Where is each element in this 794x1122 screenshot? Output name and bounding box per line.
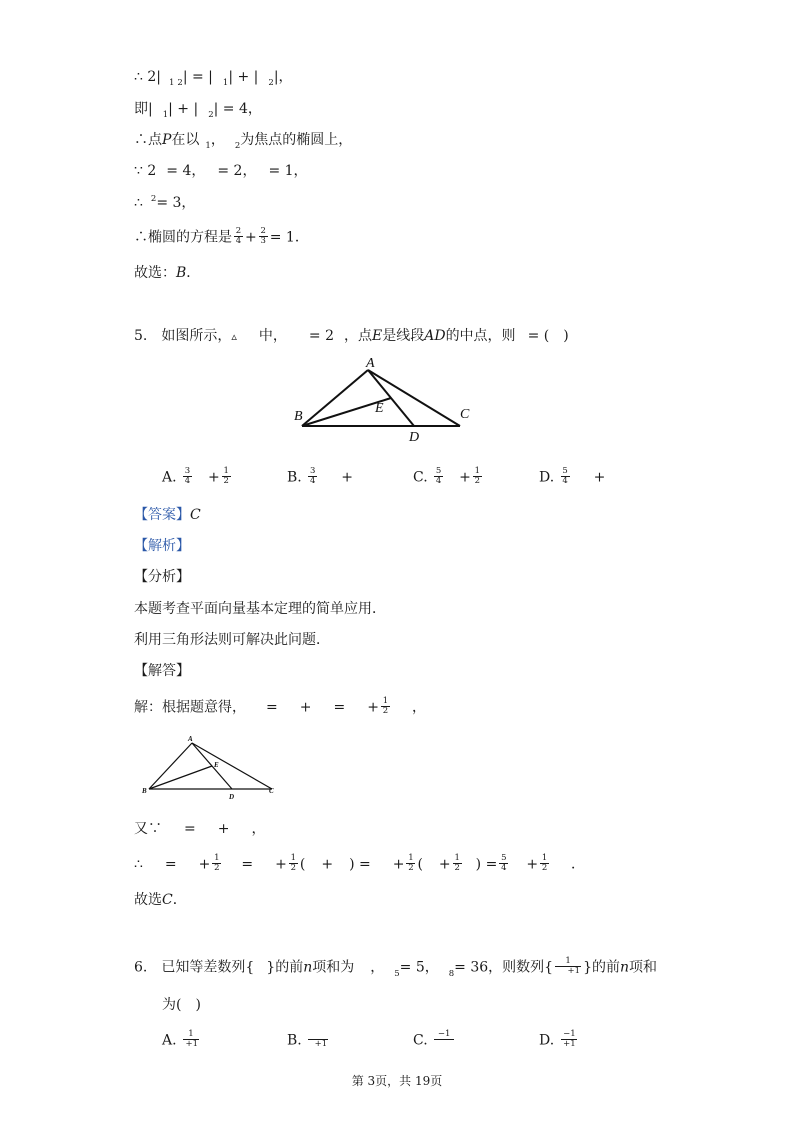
- question-6-stem: 6. 已知等差数列{ }的前n项和为 ， $_5$= 5， $_8$= 36，则数列{ $\frac{1}{+1}$ }的前n项和: [134, 956, 658, 979]
- solution-line-4: ∵ 2 = 4， = 2， = 1，: [134, 163, 308, 179]
- solution-step-2: 又∵ = + ，: [134, 821, 266, 837]
- q6-option-a[interactable]: A. $\frac{1}{+1}$: [162, 1029, 199, 1049]
- label-D: D: [229, 793, 235, 801]
- q5-option-b[interactable]: B. $\frac{3}{4}$ +: [287, 466, 353, 486]
- fraction: $\frac{2}{3}$: [260, 226, 266, 246]
- solution-line-3: ∴点P在以 $_1$， $_2$为焦点的椭圆上，: [134, 132, 353, 151]
- label-B: B: [142, 787, 147, 795]
- solution-line-7: 故选：B．: [134, 265, 201, 281]
- triangle-figure: [290, 352, 480, 444]
- q5-option-a[interactable]: A. $\frac{3}{4}$ + $\frac{1}{2}$: [162, 466, 229, 486]
- label-D: D: [409, 430, 420, 444]
- solution-triangle-figure: [140, 733, 280, 801]
- solution-step-3: ∴ = + $\frac{1}{2}$ = + $\frac{1}{2}$ ( + ) = + $\frac{1}{2}$ ( + $\frac{1}{2}$ ) = $\frac{5}{4}$ + $\frac{1}{2}$ ．: [134, 853, 586, 873]
- label-C: C: [269, 787, 274, 795]
- q6-option-c[interactable]: C. −1: [413, 1031, 456, 1050]
- analysis-paragraph-1: 本题考查平面向量基本定理的简单应用．: [134, 601, 386, 617]
- analysis-heading: 【解析】: [134, 538, 190, 554]
- answer-line: 【答案】C: [134, 507, 201, 523]
- solution-line-6: ∴椭圆的方程是 $\frac{2}{4}$ + $\frac{2}{3}$ = 1．: [134, 226, 309, 246]
- solution-line-2: 即| $_1$| + | $_2$| = 4，: [134, 101, 262, 120]
- solution-line-5: ∴ $^2$= 3，: [134, 194, 196, 211]
- jieda-heading: 【解答】: [134, 663, 190, 679]
- q5-option-c[interactable]: C. $\frac{5}{4}$ + $\frac{1}{2}$: [413, 466, 481, 486]
- question-5-stem: 5. 如图所示，▵ 中， = 2 ，点E是线段AD的中点，则 = ( ): [134, 328, 569, 344]
- analysis-paragraph-2: 利用三角形法则可解决此问题．: [134, 632, 330, 648]
- fraction: $\frac{2}{4}$: [235, 226, 242, 246]
- q6-option-b[interactable]: B. +1: [287, 1031, 330, 1050]
- label-E: E: [214, 761, 219, 769]
- fenxi-heading: 【分析】: [134, 569, 190, 585]
- label-E: E: [375, 401, 384, 416]
- choose-line: 故选C．: [134, 892, 187, 908]
- q5-option-d[interactable]: D. $\frac{5}{4}$ +: [539, 466, 606, 486]
- label-A: A: [188, 735, 193, 743]
- q6-option-d[interactable]: D. $\frac{-1}{+1}$: [539, 1029, 576, 1049]
- label-B: B: [294, 409, 303, 424]
- question-6-stem-cont: 为( ): [162, 997, 201, 1013]
- label-C: C: [460, 407, 470, 422]
- page-footer: 第 3页，共 19页: [351, 1074, 443, 1088]
- label-A: A: [366, 356, 375, 371]
- solution-step-1: 解：根据题意得， = + = + $\frac{1}{2}$ ，: [134, 696, 426, 716]
- solution-line-1: ∴ 2| $_1$ $_2$| = | $_1$| + | $_2$|，: [134, 69, 293, 88]
